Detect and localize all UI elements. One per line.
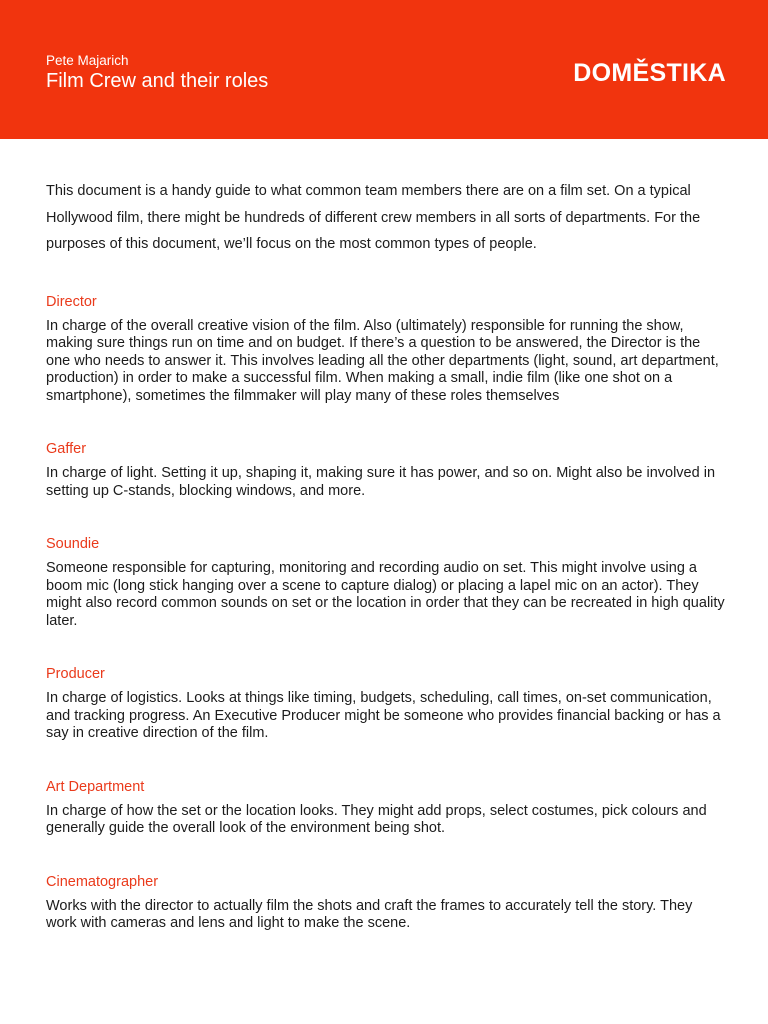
section-gaffer — [46, 440, 726, 500]
intro-paragraph: This document is a handy guide to what common team members there are on a film set. On a typical Hollywood film, there might be hundreds of different crew members in all sorts of departments. For the purposes of this document, we’ll focus on the most common types of people. — [46, 183, 701, 252]
section-body: Someone responsible for capturing, monitoring and recording audio on set. This might involve using a boom mic (long stick hanging over a scene to capture dialog) or placing a lapel mic on an actor). They might also record common sounds on set or the location in order that they can be recreated in high quality later. — [46, 560, 725, 629]
section-heading: Producer — [46, 666, 105, 682]
section-heading: Art Department — [46, 778, 145, 795]
section-body: In charge of how the set or the location looks. They might add props, select costumes, pick colours and generally guide the overall look of the environment being shot. — [46, 802, 707, 836]
section-art-department — [46, 778, 726, 838]
section-producer — [46, 665, 726, 743]
section-heading: Director — [46, 293, 97, 310]
author-name: Pete Majarich — [46, 53, 129, 68]
section-body: Works with the director to actually film the shots and craft the frames to accurately tell the story. They work with cameras and lens and light to make the scene. — [46, 897, 693, 931]
section-cinematographer — [46, 873, 726, 933]
section-director — [46, 293, 726, 406]
document-content — [46, 178, 726, 933]
section-body: In charge of logistics. Looks at things like timing, budgets, scheduling, call times, on-set communication, and tracking progress. An Executive Producer might be someone who provides financial backing or has a say in creative direction of the film. — [46, 690, 721, 741]
document-title: Film Crew and their roles — [46, 70, 269, 92]
section-body: In charge of light. Setting it up, shaping it, making sure it has power, and so on. Might also be involved in setting up C-stands, blocking windows, and more. — [46, 465, 716, 499]
section-body: In charge of the overall creative vision of the film. Also (ultimately) responsible for running the show, making sure things run on time and on budget. If there’s a question to be answered, the Director is the one who needs to answer it. This involves leading all the other departments (light, sound, art department, production) in order to make a successful film. When making a small, indie film (like one shot on a smartphone), sometimes the filmmaker will play many of these roles themselves — [46, 317, 719, 404]
section-soundie — [46, 535, 726, 630]
section-heading: Soundie — [46, 536, 100, 552]
header-banner — [0, 0, 768, 139]
domestika-logo: DOMĚSTIKA — [573, 59, 726, 87]
section-heading: Gaffer — [46, 441, 87, 457]
section-heading: Cinematographer — [46, 873, 159, 890]
